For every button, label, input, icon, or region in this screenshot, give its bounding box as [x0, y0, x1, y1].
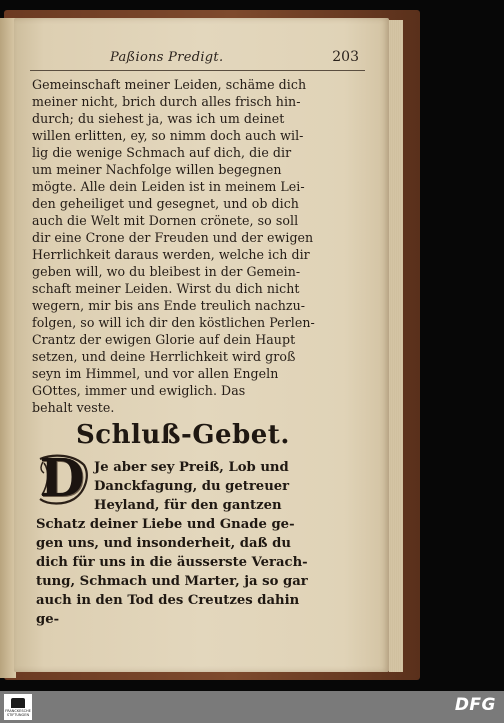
text-line: setzen, und deine Herrlichkeit wird groß	[32, 349, 296, 364]
prayer-line: ge-	[36, 612, 60, 627]
prayer-line: Heyland, für den gantzen	[94, 498, 282, 513]
section-heading: Schluß-Gebet.	[76, 420, 290, 450]
page-edges	[389, 20, 403, 672]
text-line: durch; du siehest ja, was ich um deinet	[32, 111, 285, 126]
text-line: den geheiliget und gesegnet, und ob dich	[32, 196, 299, 211]
prayer-line: Je aber sey Preiß, Lob und	[94, 460, 289, 475]
prayer-line: dich für uns in die äusserste Verach-	[36, 555, 308, 570]
prayer-line: tung, Schmach und Marter, ja so gar	[36, 574, 308, 589]
text-line: GOttes, immer und ewiglich. Das	[32, 383, 246, 398]
text-line: Herrlichkeit daraus werden, welche ich dir	[32, 247, 310, 262]
text-line: behalt veste.	[32, 400, 115, 415]
text-line: seyn im Himmel, und vor allen Engeln	[32, 366, 279, 381]
text-line: auch die Welt mit Dornen crönete, so soll	[32, 213, 299, 228]
page-header	[30, 48, 365, 71]
text-line: folgen, so will ich dir den köstlichen Perlen-	[32, 315, 315, 330]
library-logo-text: FRANCKESCHE STIFTUNGEN	[5, 708, 31, 717]
dfg-logo[interactable]: DFG	[454, 695, 496, 715]
prayer-text	[36, 458, 366, 629]
prayer-line: gen uns, und insonderheit, daß du	[36, 536, 291, 551]
text-line: lig die wenige Schmach auf dich, die dir	[32, 145, 292, 160]
prayer-line: Schatz deiner Liebe und Gnade ge-	[36, 517, 295, 532]
text-line: mögte. Alle dein Leiden ist in meinem Lei-	[32, 179, 305, 194]
text-line: geben will, wo du bleibest in der Gemein-	[32, 264, 301, 279]
text-line: meiner nicht, brich durch alles frisch hin-	[32, 94, 301, 109]
text-line: dir eine Crone der Freuden und der ewigen	[32, 230, 314, 245]
prayer-line: Danckfagung, du getreuer	[94, 479, 290, 494]
body-text	[32, 76, 362, 416]
library-logo-icon	[11, 698, 25, 708]
library-logo[interactable]	[4, 694, 32, 720]
text-line: wegern, mir bis ans Ende treulich nachzu-	[32, 298, 306, 313]
viewer-footer	[0, 691, 504, 723]
running-head: Paßions Predigt.	[110, 50, 224, 65]
text-line: willen erlitten, ey, so nimm doch auch wil-	[32, 128, 304, 143]
text-line: um meiner Nachfolge willen begegnen	[32, 162, 282, 177]
drop-cap-letter: D	[39, 448, 85, 509]
text-line: schaft meiner Leiden. Wirst du dich nicht	[32, 281, 300, 296]
text-line: Gemeinschaft meiner Leiden, schäme dich	[32, 77, 307, 92]
prayer-line: auch in den Tod des Creutzes dahin	[36, 593, 300, 608]
page-number: 203	[332, 49, 359, 65]
text-line: Crantz der ewigen Glorie auf dein Haupt	[32, 332, 296, 347]
